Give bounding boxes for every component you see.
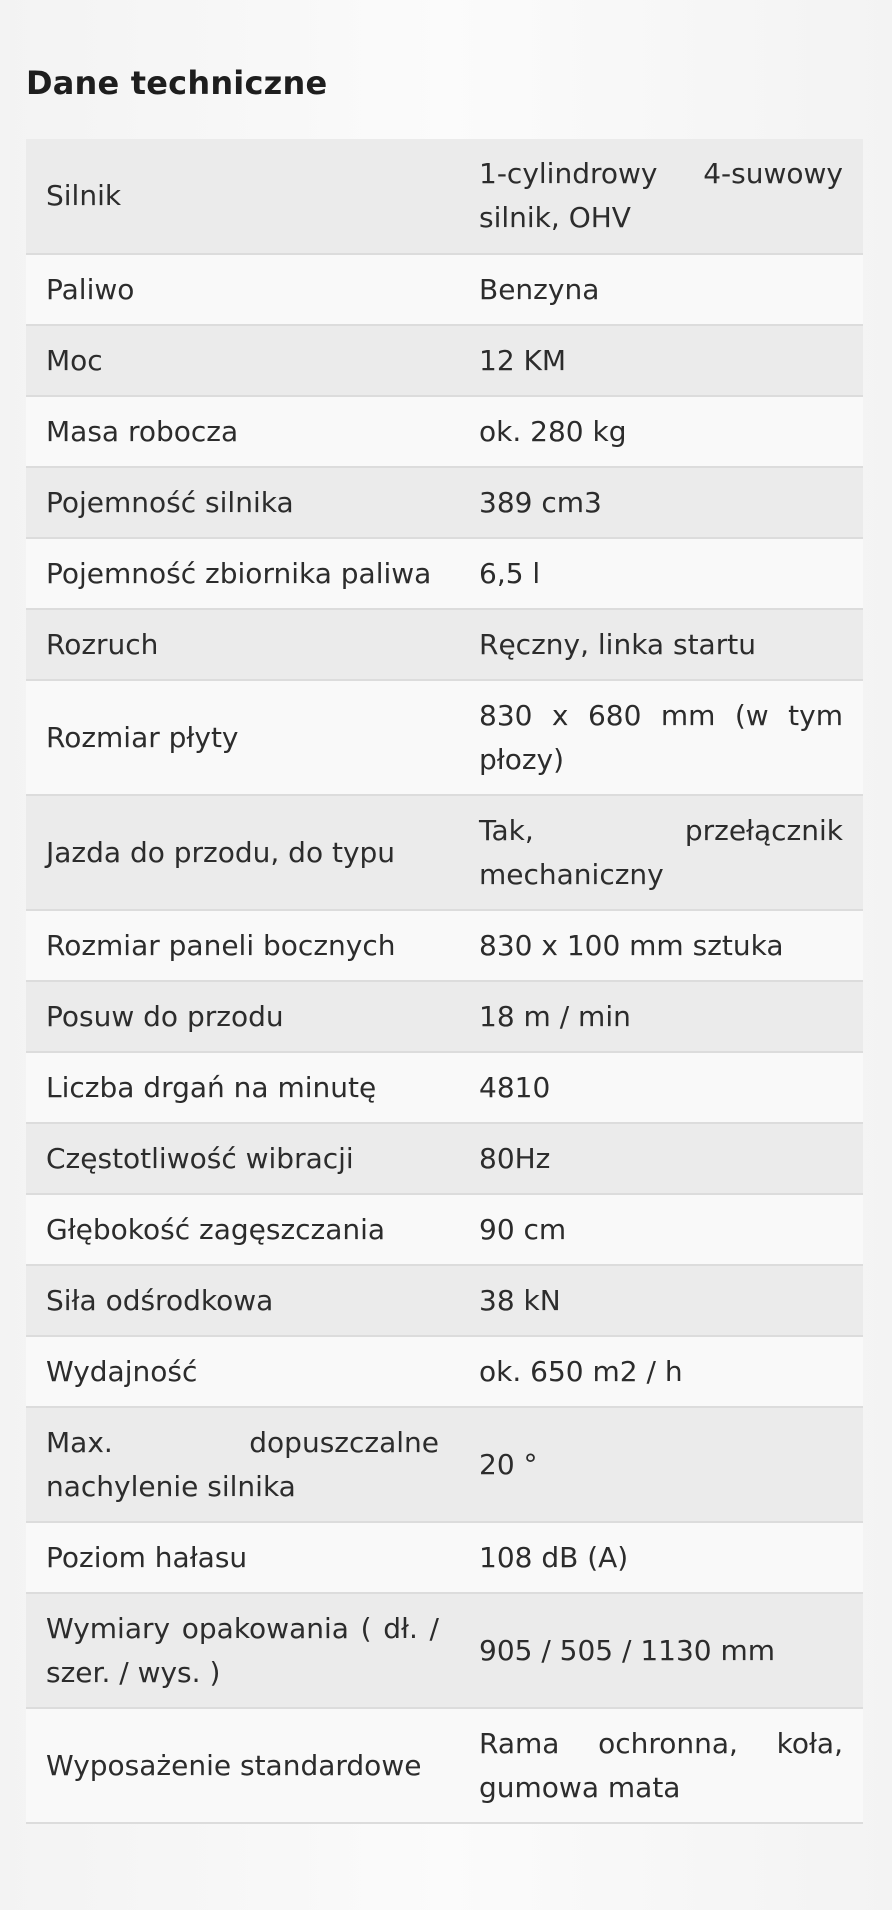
spec-label: Jazda do przodu, do typu xyxy=(26,795,459,910)
spec-label: Masa robocza xyxy=(26,396,459,467)
spec-value: 12 KM xyxy=(459,325,863,396)
spec-label: Max. dopuszczalne nachylenie silnika xyxy=(26,1407,459,1522)
spec-label: Wymiary opakowania ( dł. / szer. / wys. ) xyxy=(26,1593,459,1708)
table-row xyxy=(26,981,863,1052)
spec-value: 80Hz xyxy=(459,1123,863,1194)
table-row xyxy=(26,910,863,981)
spec-label: Paliwo xyxy=(26,254,459,325)
spec-value: 905 / 505 / 1130 mm xyxy=(459,1593,863,1708)
table-row xyxy=(26,1593,863,1708)
spec-label: Wydajność xyxy=(26,1336,459,1407)
table-row xyxy=(26,1052,863,1123)
table-row xyxy=(26,1123,863,1194)
spec-value: ok. 280 kg xyxy=(459,396,863,467)
spec-label: Głębokość zagęszczania xyxy=(26,1194,459,1265)
table-row xyxy=(26,396,863,467)
table-row xyxy=(26,609,863,680)
spec-table xyxy=(26,139,863,1824)
spec-label: Pojemność silnika xyxy=(26,467,459,538)
spec-value: Tak, przełącznik mechaniczny xyxy=(459,795,863,910)
table-row xyxy=(26,1265,863,1336)
table-row xyxy=(26,325,863,396)
table-row xyxy=(26,1194,863,1265)
spec-value: 108 dB (A) xyxy=(459,1522,863,1593)
spec-value: 830 x 100 mm sztuka xyxy=(459,910,863,981)
spec-label: Częstotliwość wibracji xyxy=(26,1123,459,1194)
spec-value: Rama ochronna, koła, gumowa mata xyxy=(459,1708,863,1823)
spec-label: Rozruch xyxy=(26,609,459,680)
spec-value: 20 ° xyxy=(459,1407,863,1522)
spec-value: 4810 xyxy=(459,1052,863,1123)
spec-value: Ręczny, linka startu xyxy=(459,609,863,680)
table-row xyxy=(26,1336,863,1407)
spec-value: Benzyna xyxy=(459,254,863,325)
table-row xyxy=(26,139,863,254)
spec-label: Wyposażenie standardowe xyxy=(26,1708,459,1823)
spec-value: 18 m / min xyxy=(459,981,863,1052)
spec-label: Posuw do przodu xyxy=(26,981,459,1052)
spec-label: Poziom hałasu xyxy=(26,1522,459,1593)
spec-value: 830 x 680 mm (w tym płozy) xyxy=(459,680,863,795)
table-row xyxy=(26,538,863,609)
table-row xyxy=(26,1522,863,1593)
spec-label: Liczba drgań na minutę xyxy=(26,1052,459,1123)
spec-value: ok. 650 m2 / h xyxy=(459,1336,863,1407)
table-row xyxy=(26,680,863,795)
spec-label: Silnik xyxy=(26,139,459,254)
spec-value: 38 kN xyxy=(459,1265,863,1336)
spec-label: Rozmiar paneli bocznych xyxy=(26,910,459,981)
spec-label: Siła odśrodkowa xyxy=(26,1265,459,1336)
table-row xyxy=(26,1708,863,1823)
table-row xyxy=(26,795,863,910)
spec-value: 6,5 l xyxy=(459,538,863,609)
spec-table-body xyxy=(26,139,863,1823)
table-row xyxy=(26,467,863,538)
section-title: Dane techniczne xyxy=(26,64,328,102)
spec-value: 1-cylindrowy 4-suwowy silnik, OHV xyxy=(459,139,863,254)
spec-label: Pojemność zbiornika paliwa xyxy=(26,538,459,609)
table-row xyxy=(26,254,863,325)
spec-value: 389 cm3 xyxy=(459,467,863,538)
spec-label: Moc xyxy=(26,325,459,396)
spec-value: 90 cm xyxy=(459,1194,863,1265)
spec-label: Rozmiar płyty xyxy=(26,680,459,795)
table-row xyxy=(26,1407,863,1522)
